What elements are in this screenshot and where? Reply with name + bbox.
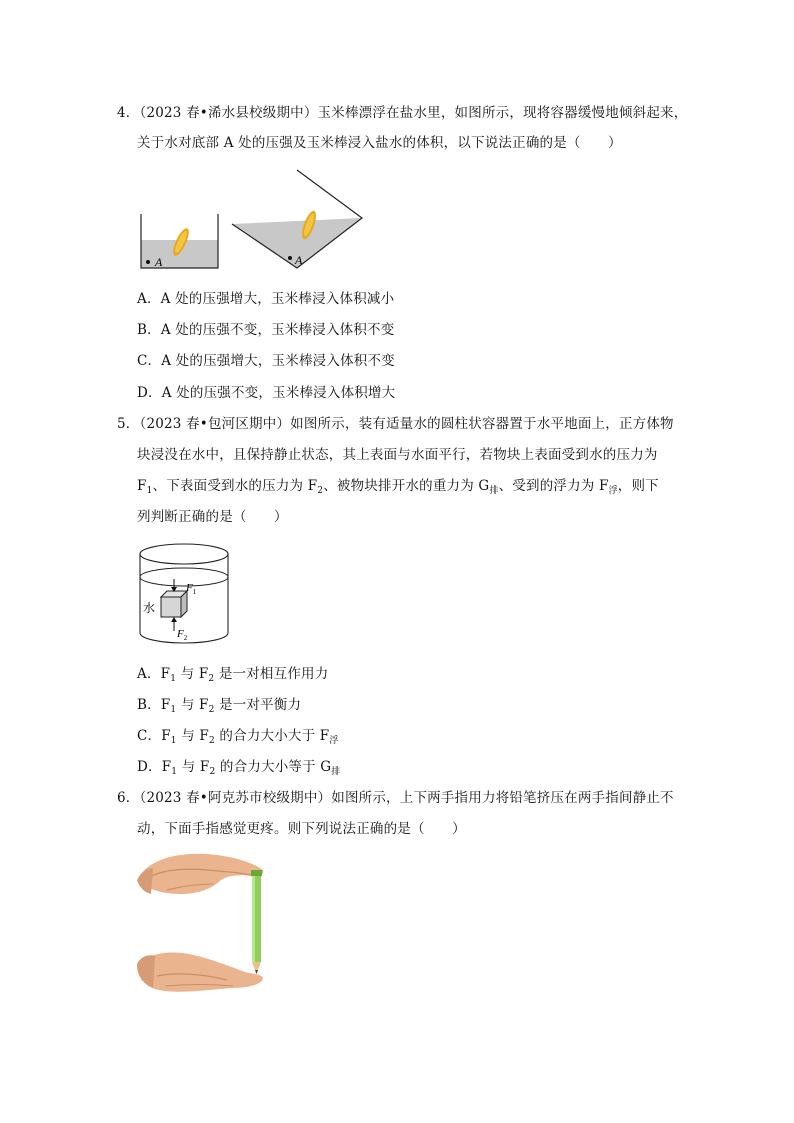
q4-option-b[interactable]: B．A 处的压强不变，玉米棒浸入体积不变 [137, 322, 395, 338]
q5-stem-line4: 列判断正确的是（ ） [137, 509, 288, 525]
q5-stem-line1: 5．（2023 春•包河区期中）如图所示，装有适量水的圆柱状容器置于水平地面上，正方体物 [117, 416, 674, 432]
q5-figure [137, 541, 233, 649]
q5-cube [161, 591, 187, 617]
upper-hand-icon [137, 854, 263, 894]
q4-option-c[interactable]: C．A 处的压强增大，玉米棒浸入体积不变 [137, 353, 395, 369]
q5-option-b[interactable]: B．$F_1$ 与 $F_2$ 是一对平衡力 [137, 697, 302, 715]
q5-stem-line2: 块浸没在水中，且保持静止状态，其上表面与水面平行，若物块上表面受到水的压力为 [137, 447, 658, 463]
q5-f2-label: $F_2$ [177, 628, 188, 642]
lower-hand-icon [137, 953, 263, 992]
q5-water-surface [140, 568, 228, 586]
q4-left-label: A [155, 255, 163, 269]
q4-stem-line1: 4．（2023 春•浠水县校级期中）玉米棒漂浮在盐水里，如图所示，现将容器缓慢地倾斜起来， [117, 105, 688, 121]
q5-option-d[interactable]: D．$F_1$ 与 $F_2$ 的合力大小等于 $G_排$ [137, 759, 341, 777]
q4-right-point [288, 256, 292, 260]
q4-stem-line2: 关于水对底部 A 处的压强及玉米棒浸入盐水的体积，以下说法正确的是（ ） [137, 135, 622, 151]
q5-option-a[interactable]: A．$F_1$ 与 $F_2$ 是一对相互作用力 [137, 666, 329, 684]
pencil-icon [251, 870, 262, 974]
q5-f1-label: $F_1$ [186, 582, 197, 596]
q6-figure [137, 850, 267, 1000]
q5-container-top [140, 544, 228, 564]
q4-right-label: A [295, 253, 303, 267]
q5-stem-line3: $F_1$、下表面受到水的压力为 $F_2$、被物块排开水的重力为 $G_排$、受到的浮力为 $F_浮$，则下 [137, 478, 659, 496]
q6-stem-line1: 6．（2023 春•阿克苏市校级期中）如图所示，上下两手指用力将铅笔挤压在两手指间静止不 [117, 790, 674, 806]
q4-option-d[interactable]: D．A 处的压强不变，玉米棒浸入体积增大 [137, 385, 396, 401]
q4-figure [137, 168, 367, 272]
q5-water-label: 水 [143, 601, 156, 615]
q4-option-a[interactable]: A．A 处的压强增大，玉米棒浸入体积减小 [137, 291, 395, 307]
q4-left-point [146, 260, 150, 264]
q5-option-c[interactable]: C．$F_1$ 与 $F_2$ 的合力大小大于 $F_浮$ [137, 728, 339, 746]
q6-stem-line2: 动，下面手指感觉更疼。则下列说法正确的是（ ） [137, 821, 466, 837]
